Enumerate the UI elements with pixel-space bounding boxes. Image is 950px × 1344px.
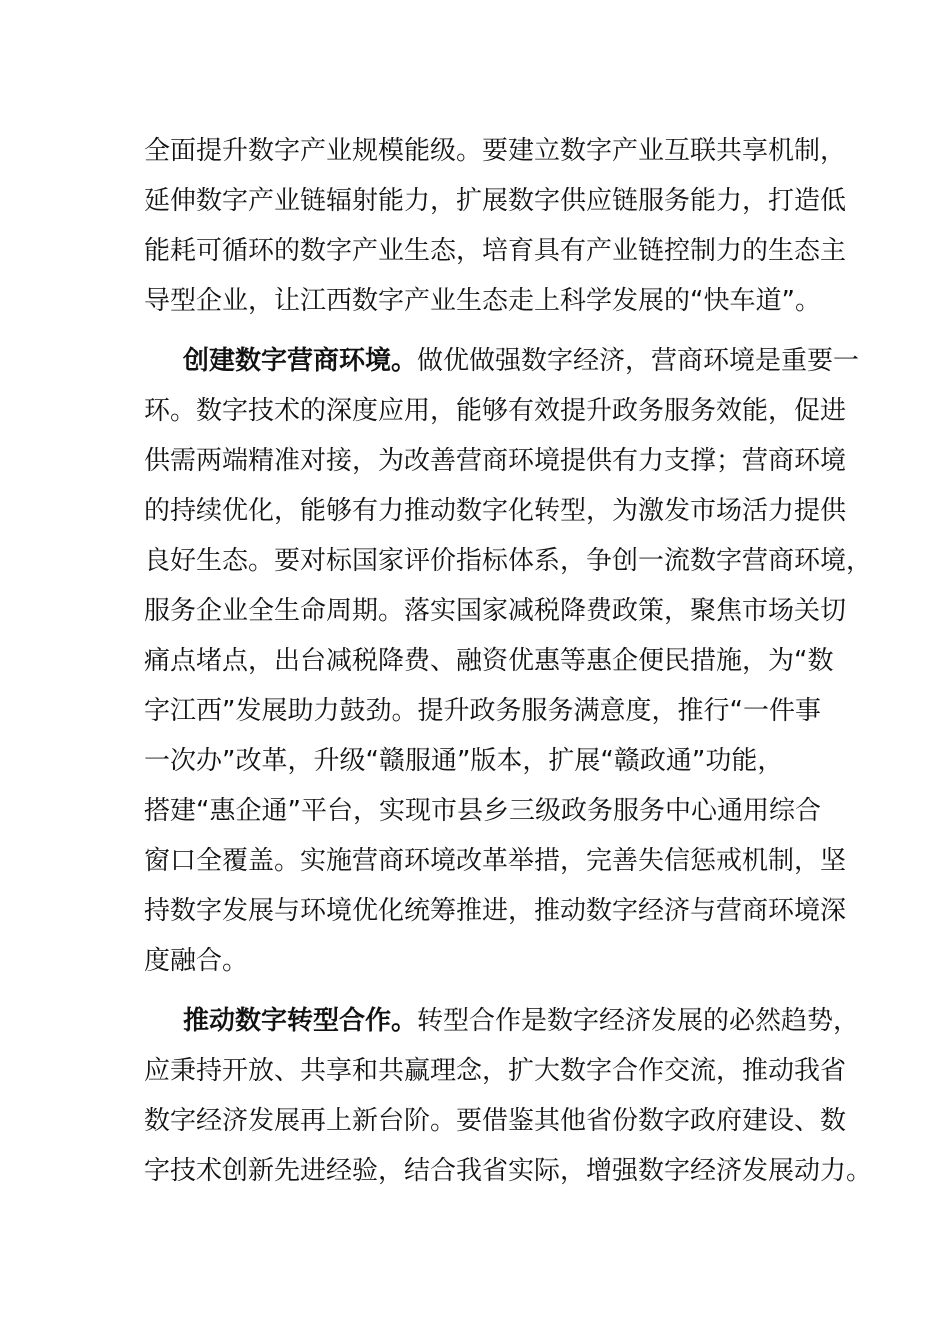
text-line: 良好生态。要对标国家评价指标体系，争创一流数字营商环境， <box>144 546 873 576</box>
paragraph-first-line-text: 做优做强数字经济，营商环境是重要一 <box>417 346 860 376</box>
paragraph-first-line <box>183 1006 859 1036</box>
text-line: 服务企业全生命周期。落实国家减税降费政策，聚焦市场关切 <box>144 596 847 626</box>
text-line: 窗口全覆盖。实施营商环境改革举措，完善失信惩戒机制，坚 <box>144 846 847 876</box>
text-line: 能耗可循环的数字产业生态，培育具有产业链控制力的生态主 <box>144 236 847 266</box>
paragraph-lead-heading: 推动数字转型合作。 <box>183 1006 418 1036</box>
text-line: 导型企业，让江西数字产业生态走上科学发展的“快车道”。 <box>144 286 821 316</box>
text-line: 字技术创新先进经验，结合我省实际，增强数字经济发展动力。 <box>144 1156 873 1186</box>
text-line: 痛点堵点，出台减税降费、融资优惠等惠企便民措施，为“数 <box>144 646 834 676</box>
text-line: 的持续优化，能够有力推动数字化转型，为激发市场活力提供 <box>144 496 847 526</box>
text-line: 全面提升数字产业规模能级。要建立数字产业互联共享机制， <box>144 136 847 166</box>
paragraph-first-line <box>183 346 859 376</box>
text-line: 字江西”发展助力鼓劲。提升政务服务满意度，推行“一件事 <box>144 696 821 726</box>
text-line: 度融合。 <box>144 946 249 976</box>
text-line: 持数字发展与环境优化统筹推进，推动数字经济与营商环境深 <box>144 896 847 926</box>
text-line: 环。数字技术的深度应用，能够有效提升政务服务效能，促进 <box>144 396 847 426</box>
paragraph-lead-heading: 创建数字营商环境。 <box>183 346 418 376</box>
text-line: 供需两端精准对接，为改善营商环境提供有力支撑；营商环境 <box>144 446 847 476</box>
text-line: 应秉持开放、共享和共赢理念，扩大数字合作交流，推动我省 <box>144 1056 847 1086</box>
text-line: 数字经济发展再上新台阶。要借鉴其他省份数字政府建设、数 <box>144 1106 847 1136</box>
text-line: 一次办”改革，升级“赣服通”版本，扩展“赣政通”功能， <box>144 746 784 776</box>
text-line: 延伸数字产业链辐射能力，扩展数字供应链服务能力，打造低 <box>144 186 847 216</box>
text-line: 搭建“惠企通”平台，实现市县乡三级政务服务中心通用综合 <box>144 796 821 826</box>
paragraph-first-line-text: 转型合作是数字经济发展的必然趋势， <box>417 1006 860 1036</box>
